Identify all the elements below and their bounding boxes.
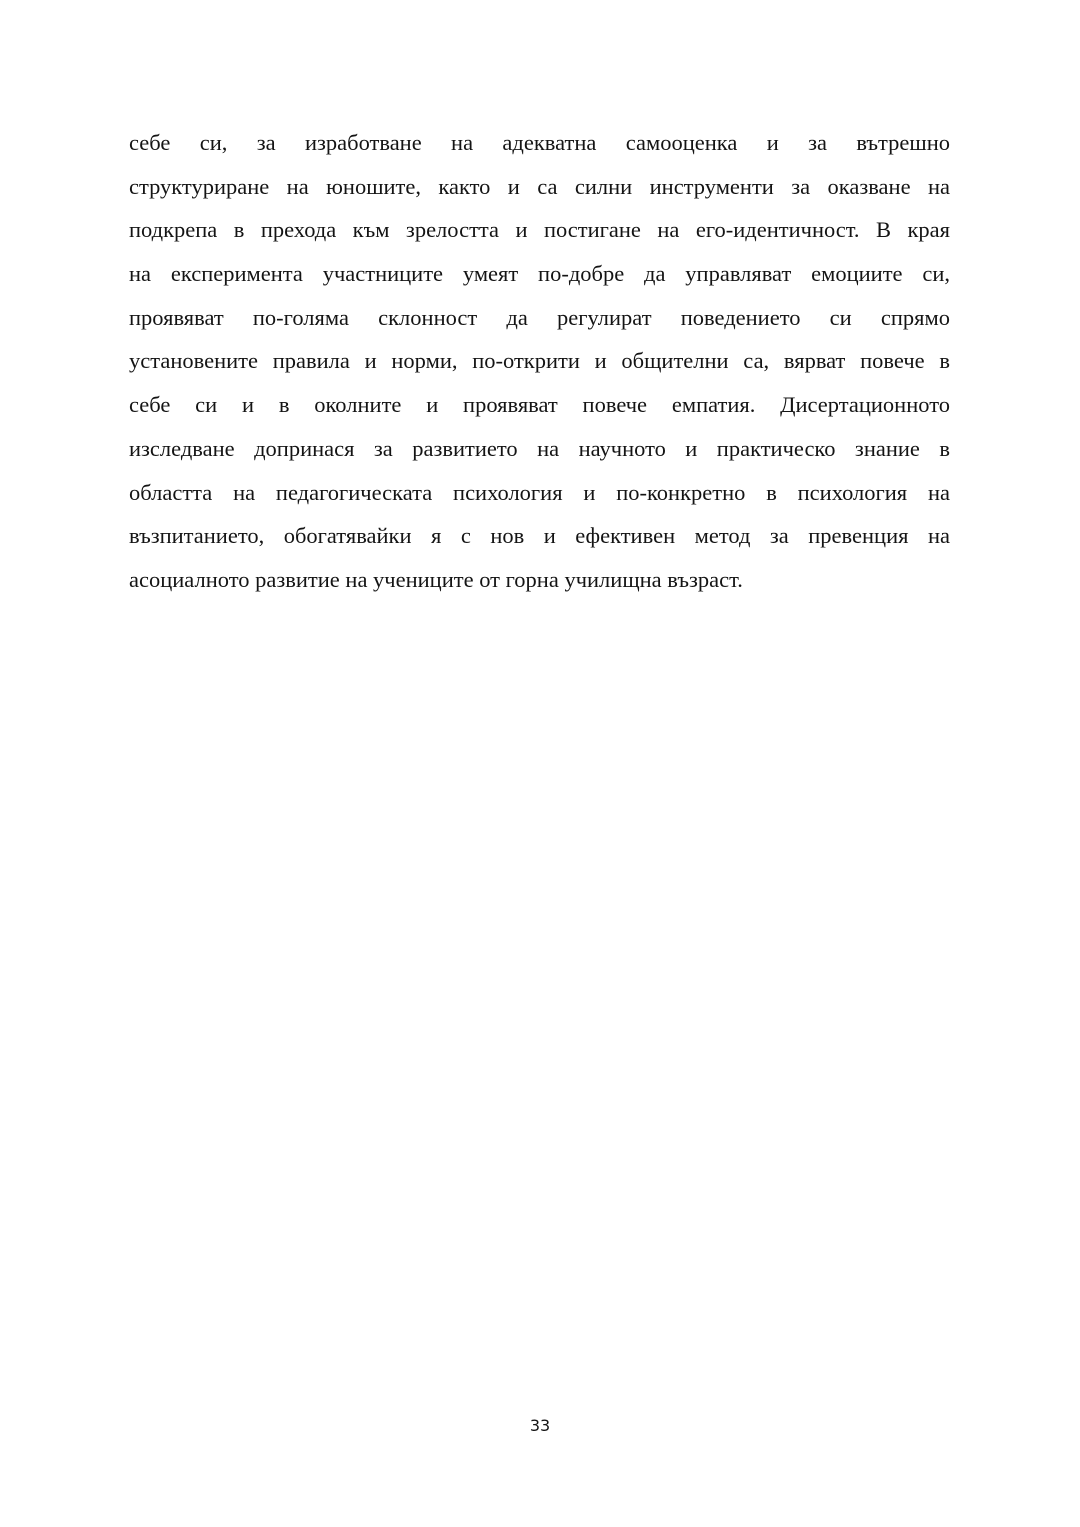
page-number: 33 (529, 1416, 551, 1435)
paragraph-line: изследване допринася за развитието на научното и практическо знание в (129, 435, 950, 461)
paragraph-line: себе си и в околните и проявяват повече емпатия. Дисертационното (129, 392, 950, 418)
paragraph-line: възпитанието, обогатявайки я с нов и ефективен метод за превенция на (129, 523, 950, 549)
paragraph-line: установените правила и норми, по-открити и общителни са, вярват повече в (129, 348, 950, 374)
body-paragraph (129, 121, 950, 602)
paragraph-line: структуриране на юношите, както и са силни инструменти за оказване на (129, 173, 950, 199)
paragraph-line: себе си, за изработване на адекватна самооценка и за вътрешно (129, 130, 950, 155)
paragraph-line: подкрепа в прехода към зрелостта и постигане на его-идентичност. В края (129, 217, 950, 243)
paragraph-line-last: асоциалното развитие на учениците от горна училищна възраст. (129, 566, 743, 592)
paragraph-line: проявяват по-голяма склонност да регулират поведението си спрямо (129, 304, 950, 330)
paragraph-line: на експеримента участниците умеят по-добре да управляват емоциите си, (129, 261, 950, 287)
paragraph-line: областта на педагогическата психология и по-конкретно в психология на (129, 479, 950, 505)
